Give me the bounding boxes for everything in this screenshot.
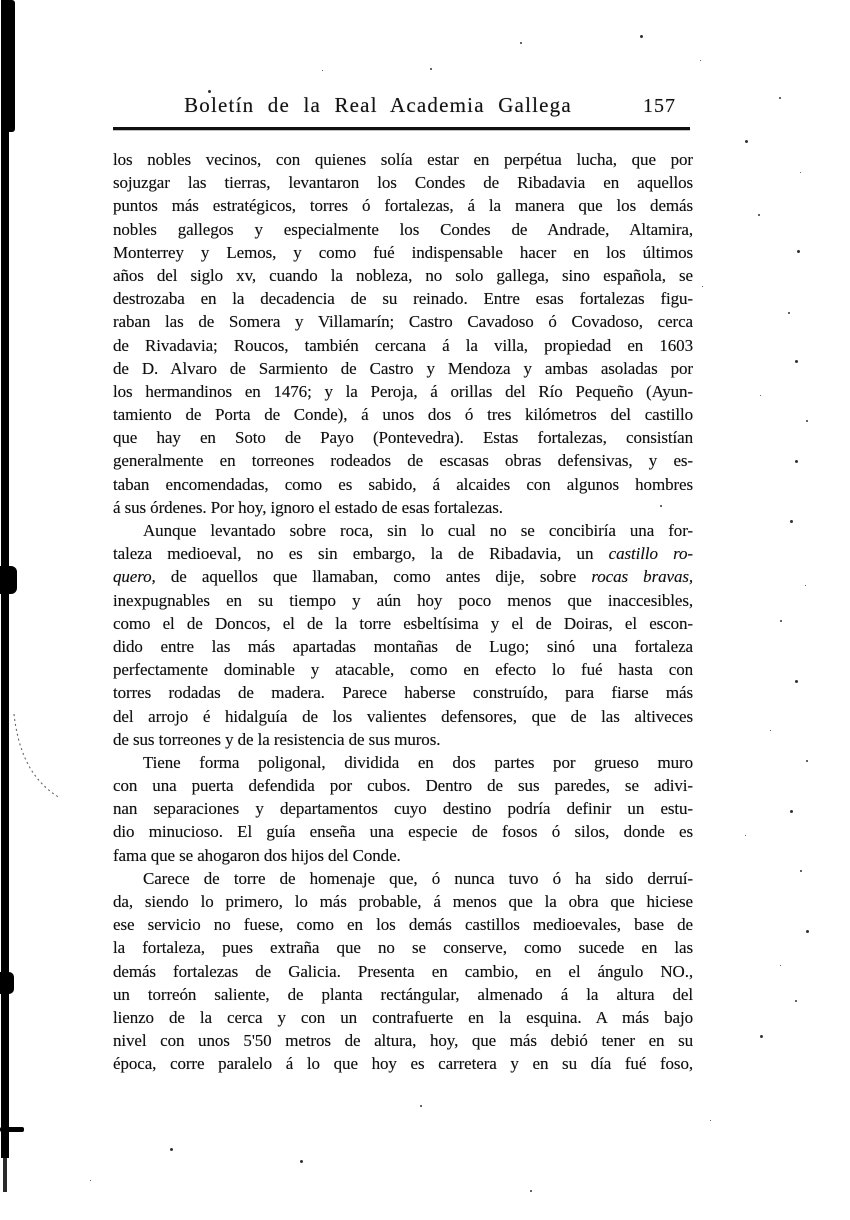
- text-line: de sus torreones y de la resistencia de sus muros.: [113, 729, 441, 749]
- text-line: á sus órdenes. Por hoy, ignoro el estado de esas fortalezas.: [113, 497, 503, 517]
- text-line: destrozaba en la decadencia de su reinado. Entre esas fortalezas figu-: [113, 289, 693, 309]
- text-line: raban las de Somera y Villamarín; Castro Cavadoso ó Covadoso, cerca: [113, 312, 693, 332]
- scan-edge-cross-mark: [0, 1127, 24, 1132]
- scan-speckle: [300, 1160, 303, 1163]
- scan-speckle: [640, 35, 643, 38]
- paragraph: [113, 751, 693, 867]
- text-line: de D. Alvaro de Sarmiento de Castro y Mendoza y ambas asoladas por: [113, 358, 693, 378]
- paragraph: [113, 148, 693, 519]
- scan-speckle: [795, 460, 798, 463]
- text-block: [113, 148, 693, 1076]
- scan-edge-bar-top: [1, 0, 15, 132]
- page-header: [113, 93, 690, 118]
- scan-speckle: [800, 172, 801, 173]
- journal-title: Boletín de la Real Academia Gallega: [184, 93, 572, 117]
- scan-speckle: [745, 140, 748, 143]
- scan-speckle: [779, 97, 781, 99]
- scan-edge-blob: [0, 972, 14, 994]
- scan-speckle: [420, 1105, 422, 1107]
- scan-speckle: [805, 585, 806, 586]
- scan-edge-tail: [3, 1158, 7, 1192]
- scan-speckle: [806, 420, 808, 422]
- scan-speckle: [800, 870, 802, 872]
- scan-speckle: [322, 70, 323, 71]
- text-line: fama que se ahogaron dos hijos del Conde.: [113, 845, 401, 865]
- text-line: generalmente en torreones rodeados de escasas obras defensivas, y es-: [113, 451, 693, 471]
- text-line: los hermandinos en 1476; y la Peroja, á orillas del Río Pequeño (Ayun-: [113, 381, 693, 401]
- scan-curve-mark: [10, 710, 66, 802]
- text-line: que hay en Soto de Payo (Pontevedra). Estas fortalezas, consistían: [113, 428, 693, 448]
- scan-speckle: [795, 680, 798, 683]
- scan-speckle: [790, 810, 793, 813]
- paragraph: [113, 519, 693, 751]
- text-line: taleza medioeval, no es sin embargo, la de Ribadavia, un castillo ro-: [113, 544, 693, 564]
- scan-speckle: [795, 360, 798, 363]
- scan-speckle: [760, 1035, 763, 1038]
- text-line: época, corre paralelo á lo que hoy es carretera y en su día fué foso,: [113, 1054, 693, 1074]
- text-line: dio minucioso. El guía enseña una especie de fosos ó silos, donde es: [113, 822, 693, 842]
- scan-speckle: [700, 60, 701, 61]
- text-line: como el de Doncos, el de la torre esbeltísima y el de Doiras, el escon-: [113, 613, 693, 633]
- text-line: la fortaleza, pues extraña que no se conserve, como sucede en las: [113, 938, 693, 958]
- scan-speckle: [170, 1148, 173, 1151]
- scan-speckle: [795, 1000, 797, 1002]
- text-line: nivel con unos 5'50 metros de altura, hoy, que más debió tener en su: [113, 1031, 693, 1051]
- text-line: perfectamente dominable y atacable, como en efecto lo fué hasta con: [113, 660, 693, 680]
- scan-speckle: [702, 286, 703, 287]
- text-line: nan separaciones y departamentos cuyo destino podría definir un estu-: [113, 799, 693, 819]
- text-line: dido entre las más apartadas montañas de Lugo; sinó una fortaleza: [113, 636, 693, 656]
- scan-speckle: [520, 42, 522, 44]
- scan-speckle: [430, 68, 432, 70]
- text-line: años del siglo xv, cuando la nobleza, no solo gallega, sino española, se: [113, 265, 693, 285]
- header-rule: [113, 127, 690, 130]
- scan-edge-blob: [0, 566, 17, 594]
- text-line: del arrojo é hidalguía de los valientes defensores, que de las altiveces: [113, 706, 693, 726]
- text-line: Monterrey y Lemos, y como fué indispensable hacer en los últimos: [113, 242, 693, 262]
- paragraph: [113, 867, 693, 1076]
- text-line: tamiento de Porta de Conde), á unos dos ó tres kilómetros del castillo: [113, 405, 693, 425]
- text-line: sojuzgar las tierras, levantaron los Condes de Ribadavia en aquellos: [113, 173, 693, 193]
- text-line: un torreón saliente, de planta rectángular, almenado á la altura del: [113, 984, 693, 1004]
- page-number: 157: [643, 95, 676, 117]
- text-line: de Rivadavia; Roucos, también cercana á la villa, propiedad en 1603: [113, 335, 693, 355]
- text-line: da, siendo lo primero, lo más probable, á menos que la obra que hiciese: [113, 892, 693, 911]
- text-line: puntos más estratégicos, torres ó fortalezas, á la manera que los demás: [113, 196, 693, 216]
- scan-speckle: [530, 1190, 532, 1192]
- scan-speckle: [790, 520, 793, 523]
- scan-speckle: [780, 620, 782, 622]
- text-line: torres rodadas de madera. Parece haberse construído, para fiarse más: [113, 683, 693, 703]
- scan-speckle: [797, 250, 800, 253]
- text-line: taban encomendadas, como es sabido, á alcaides con algunos hombres: [113, 474, 693, 494]
- text-line: inexpugnables en su tiempo y aún hoy poco menos que inaccesibles,: [113, 590, 693, 610]
- scan-speckle: [90, 1180, 91, 1181]
- text-line: con una puerta defendida por cubos. Dentro de sus paredes, se adivi-: [113, 776, 693, 796]
- scan-speckle: [770, 730, 771, 731]
- text-line: nobles gallegos y especialmente los Condes de Andrade, Altamira,: [113, 219, 693, 239]
- text-line: Carece de torre de homenaje que, ó nunca tuvo ó ha sido derruí-: [143, 868, 693, 888]
- text-line: quero, de aquellos que llamaban, como antes dije, sobre rocas bravas,: [113, 567, 693, 587]
- scan-speckle: [710, 1120, 711, 1121]
- scan-speckle: [760, 395, 761, 396]
- text-line: Tiene forma poligonal, dividida en dos partes por grueso muro: [143, 752, 693, 772]
- scan-speckle: [745, 835, 746, 836]
- text-line: lienzo de la cerca y con un contrafuerte en la esquina. A más bajo: [113, 1007, 693, 1027]
- text-line: ese servicio no fuese, como en los demás castillos medioevales, base de: [113, 915, 693, 935]
- scan-speckle: [806, 760, 808, 762]
- text-line: demás fortalezas de Galicia. Presenta en cambio, en el ángulo NO.,: [113, 961, 693, 981]
- scan-speckle: [780, 965, 781, 966]
- scan-speckle: [788, 312, 790, 314]
- scan-speckle: [806, 930, 809, 933]
- text-line: los nobles vecinos, con quienes solía estar en perpétua lucha, que por: [113, 150, 693, 169]
- text-line: Aunque levantado sobre roca, sin lo cual no se concibiría una for-: [143, 521, 693, 540]
- scan-speckle: [758, 214, 760, 216]
